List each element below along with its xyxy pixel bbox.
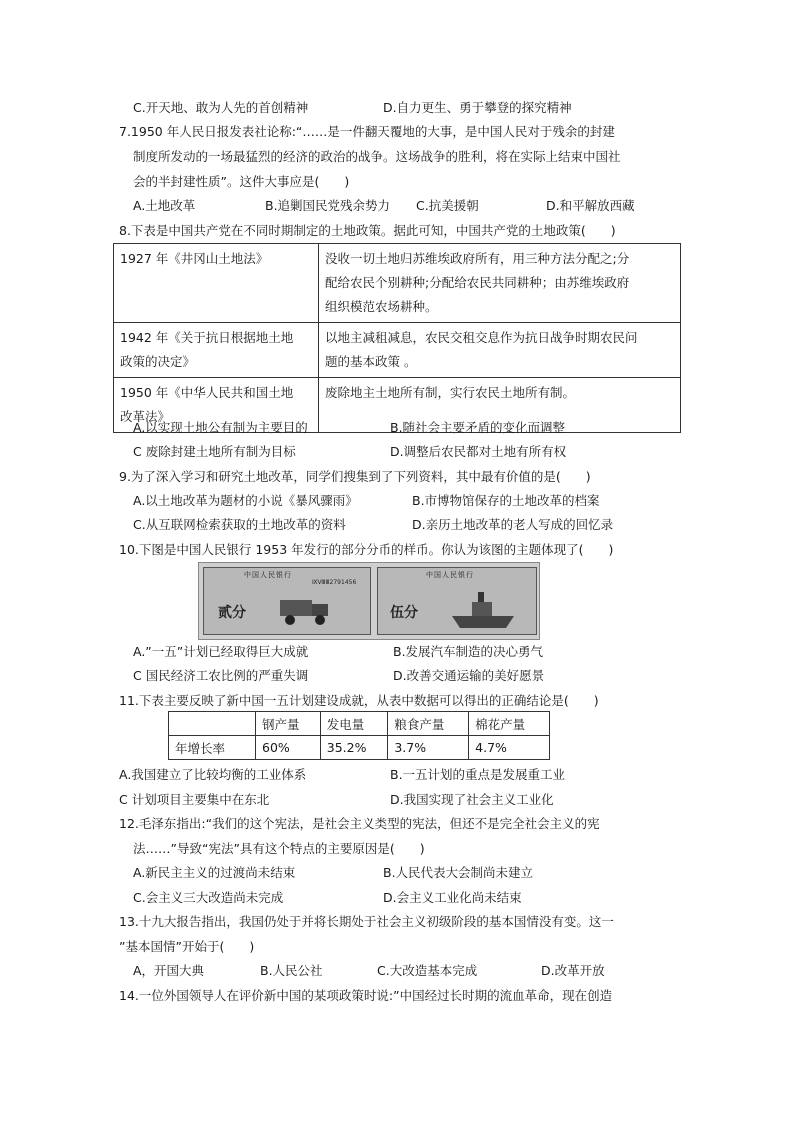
table-row bbox=[114, 323, 681, 378]
table-cell-content: 没收一切土地归苏维埃政府所有，用三种方法分配之;分 配给农民个别耕种;分配给农民共同耕种；由苏维埃政府 组织模范农场耕种。 bbox=[319, 244, 681, 323]
q9-stem: 9.为了深入学习和研究土地改革，同学们搜集到了下列资料，其中最有价值的是( ) bbox=[119, 469, 591, 484]
q8-option-b: B.随社会主要矛盾的变化而调整 bbox=[390, 420, 566, 435]
q7-stem-line-2: 制度所发动的一场最猛烈的经济的政治的战争。这场战争的胜利，将在实际上结束中国社 bbox=[133, 149, 621, 164]
table-cell-law: 1950 年《中华人民共和国土地 改革法》 bbox=[114, 378, 319, 433]
q9-option-b: B.市博物馆保存的土地改革的档案 bbox=[412, 493, 600, 508]
table-header-empty bbox=[169, 712, 256, 736]
table-row bbox=[114, 244, 681, 323]
banknote-right: 中国人民银行 伍分 bbox=[377, 567, 537, 635]
q12-stem-line-2: 法……”导致“宪法”具有这个特点的主要原因是( ) bbox=[133, 841, 425, 856]
q11-option-b: B.一五计划的重点是发展重工业 bbox=[390, 767, 566, 782]
q8-option-c: C 废除封建土地所有制为目标 bbox=[133, 444, 296, 459]
table-cell: 3.7% bbox=[388, 736, 469, 760]
q7-option-d: D.和平解放西藏 bbox=[546, 198, 635, 213]
q11-option-a: A.我国建立了比较均衡的工业体系 bbox=[119, 767, 307, 782]
table-header: 发电量 bbox=[320, 712, 388, 736]
q7-stem-line-1: 7.1950 年人民日报发表社论称:“……是一件翻天覆地的大事，是中国人民对于残余的封建 bbox=[119, 124, 615, 139]
q8-option-d: D.调整后农民都对土地有所有权 bbox=[390, 444, 567, 459]
q10-option-b: B.发展汽车制造的决心勇气 bbox=[393, 644, 544, 659]
table-header: 钢产量 bbox=[256, 712, 321, 736]
q9-option-c: C.从互联网检索获取的土地改革的资料 bbox=[133, 517, 346, 532]
q12-option-a: A.新民主主义的过渡尚未结束 bbox=[133, 865, 296, 880]
q12-stem-line-1: 12.毛泽东指出:“我们的这个宪法，是社会主义类型的宪法，但还不是完全社会主义的宪 bbox=[119, 816, 600, 831]
q7-stem-line-3: 会的半封建性质”。这件大事应是( ) bbox=[133, 174, 350, 189]
q7-option-b: B.追剿国民党残余势力 bbox=[265, 198, 391, 213]
q10-option-a: A.”一五”计划已经取得巨大成就 bbox=[133, 644, 309, 659]
table-cell-content: 以地主减租减息，农民交租交息作为抗日战争时期农民问 题的基本政策 。 bbox=[319, 323, 681, 378]
q7-option-a: A.土地改革 bbox=[133, 198, 196, 213]
banknote-image bbox=[198, 562, 540, 640]
table-cell: 35.2% bbox=[320, 736, 388, 760]
q8-option-a: A.以实现土地公有制为主要目的 bbox=[133, 420, 308, 435]
q7-option-c: C.抗美援朝 bbox=[416, 198, 479, 213]
q11-stem: 11.下表主要反映了新中国一五计划建设成就，从表中数据可以得出的正确结论是( ) bbox=[119, 693, 599, 708]
q13-option-d: D.改革开放 bbox=[541, 963, 605, 978]
q11-option-d: D.我国实现了社会主义工业化 bbox=[390, 792, 554, 807]
table-row bbox=[169, 736, 550, 760]
q9-option-d: D.亲历土地改革的老人写成的回忆录 bbox=[412, 517, 614, 532]
table-cell: 60% bbox=[256, 736, 321, 760]
q12-option-c: C.会主义三大改造尚未完成 bbox=[133, 890, 284, 905]
ship-icon bbox=[448, 588, 518, 632]
q13-option-b: B.人民公社 bbox=[260, 963, 323, 978]
table-row bbox=[169, 712, 550, 736]
land-policy-table bbox=[113, 243, 681, 433]
q10-option-d: D.改善交通运输的美好愿景 bbox=[393, 668, 545, 683]
table-cell-law: 1927 年《井冈山土地法》 bbox=[114, 244, 319, 323]
table-header: 粮食产量 bbox=[388, 712, 469, 736]
table-cell: 4.7% bbox=[469, 736, 550, 760]
growth-rate-table bbox=[168, 711, 550, 760]
q9-option-a: A.以土地改革为题材的小说《暴风骤雨》 bbox=[133, 493, 358, 508]
table-row-label: 年增长率 bbox=[169, 736, 256, 760]
table-cell-law: 1942 年《关于抗日根据地土地 政策的决定》 bbox=[114, 323, 319, 378]
q12-option-b: B.人民代表大会制尚未建立 bbox=[383, 865, 534, 880]
q14-stem-line-1: 14.一位外国领导人在评价新中国的某项政策时说:”中国经过长时期的流血革命，现在创造 bbox=[119, 988, 613, 1003]
q6-option-d: D.自力更生、勇于攀登的探究精神 bbox=[383, 100, 572, 115]
table-cell-content: 废除地主土地所有制，实行农民土地所有制。 bbox=[319, 378, 681, 433]
table-header: 棉花产量 bbox=[469, 712, 550, 736]
banknote-left: 中国人民银行 ⅨⅧⅢ2791456 贰分 bbox=[203, 567, 371, 635]
q13-stem-line-1: 13.十九大报告指出，我国仍处于并将长期处于社会主义初级阶段的基本国情没有变。这一 bbox=[119, 914, 614, 929]
q8-stem: 8.下表是中国共产党在不同时期制定的土地政策。据此可知，中国共产党的土地政策( ) bbox=[119, 223, 616, 238]
q13-option-c: C.大改造基本完成 bbox=[377, 963, 478, 978]
truck-icon bbox=[276, 592, 336, 628]
q10-stem: 10.下图是中国人民银行 1953 年发行的部分分币的样币。你认为该图的主题体现了( ) bbox=[119, 542, 614, 557]
q10-option-c: C 国民经济工农比例的严重失调 bbox=[133, 668, 309, 683]
q6-option-c: C.开天地、敢为人先的首创精神 bbox=[133, 100, 309, 115]
q11-option-c: C 计划项目主要集中在东北 bbox=[119, 792, 270, 807]
q13-stem-line-2: ”基本国情”开始于( ) bbox=[119, 939, 255, 954]
q12-option-d: D.会主义工业化尚未结束 bbox=[383, 890, 522, 905]
q13-option-a: A，开国大典 bbox=[133, 963, 205, 978]
